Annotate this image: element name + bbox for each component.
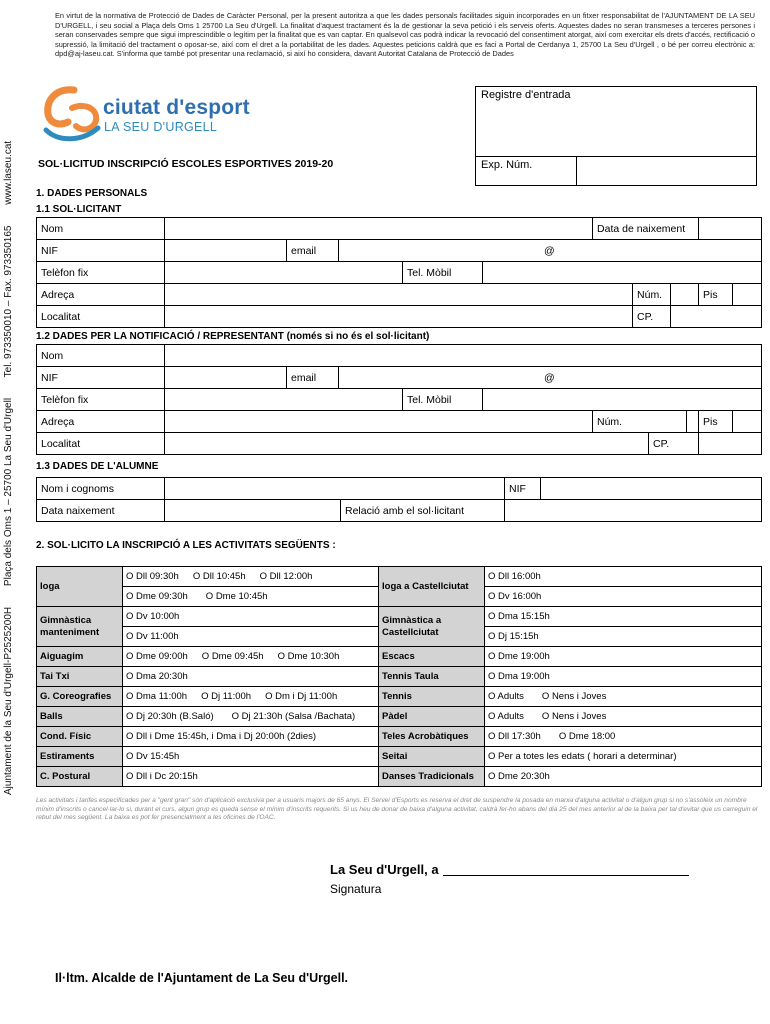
input-adreca[interactable] xyxy=(165,284,633,306)
activity-options-r xyxy=(485,767,762,787)
label-pis: Pis xyxy=(699,284,733,306)
activity-options-l xyxy=(123,747,379,767)
input-nom[interactable] xyxy=(165,218,593,240)
activity-options-l xyxy=(123,707,379,727)
exp-label: Exp. Núm. xyxy=(481,159,533,171)
section-1-2-heading: 1.2 DADES PER LA NOTIFICACIÓ / REPRESENTANT (només si no és el sol·licitant) xyxy=(36,331,430,342)
sidebar-address: Ajuntament de la Seu d'Urgell-P2525200H xyxy=(3,606,14,795)
input-rep-num[interactable] xyxy=(687,411,699,433)
activity-options-r xyxy=(485,627,762,647)
activity-options-l xyxy=(123,687,379,707)
input-rep-nom[interactable] xyxy=(165,345,762,367)
sidebar-phone: Tel. 973350010 – Fax. 973350165 xyxy=(3,225,14,378)
label-rep-cp: CP. xyxy=(649,433,699,455)
input-data-naixement[interactable] xyxy=(699,218,762,240)
input-rep-localitat[interactable] xyxy=(165,433,649,455)
activity-label-r: Gimnàstica a Castellciutat xyxy=(379,607,485,647)
input-data-naix[interactable] xyxy=(165,500,341,522)
activity-options-r xyxy=(485,567,762,587)
activity-options-l xyxy=(123,627,379,647)
label-data-naixement: Data de naixement xyxy=(593,218,699,240)
label-cp: CP. xyxy=(633,306,671,328)
section-1-1-heading: 1.1 SOL·LICITANT xyxy=(36,204,122,215)
input-localitat[interactable] xyxy=(165,306,633,328)
activity-option-checkbox[interactable]: O Dj 11:00h xyxy=(201,691,252,702)
activity-label-r: Escacs xyxy=(379,647,485,667)
sidebar-web: www.laseu.cat xyxy=(3,140,14,205)
label-rep-nif: NIF xyxy=(37,367,165,389)
activity-row xyxy=(37,567,762,587)
input-rep-cp[interactable] xyxy=(699,433,762,455)
logo-city: LA SEU D'URGELL xyxy=(104,120,218,134)
activity-row xyxy=(37,747,762,767)
activity-option-checkbox[interactable]: O Dme 10:30h xyxy=(277,651,340,662)
activity-row xyxy=(37,687,762,707)
activity-label-l: Estiraments xyxy=(37,747,123,767)
registry-divider xyxy=(475,156,757,157)
input-relacio[interactable] xyxy=(505,500,762,522)
activity-options-r xyxy=(485,587,762,607)
activity-options-r xyxy=(485,747,762,767)
activity-option-checkbox[interactable]: O Per a totes les edats ( horari a determinar) xyxy=(488,751,677,762)
activity-option-checkbox[interactable]: O Dme 09:45h xyxy=(201,651,264,662)
activity-row xyxy=(37,607,762,627)
activity-label-r: Pàdel xyxy=(379,707,485,727)
activity-row xyxy=(37,647,762,667)
activity-option-checkbox[interactable]: O Dma 19:00h xyxy=(488,671,550,682)
activity-option-checkbox[interactable]: O Dv 11:00h xyxy=(126,631,179,642)
activity-option-checkbox[interactable]: O Nens i Joves xyxy=(541,711,607,722)
activity-option-checkbox[interactable]: O Dma 11:00h xyxy=(126,691,188,702)
signature-date-line[interactable] xyxy=(443,875,689,876)
activity-options-l xyxy=(123,667,379,687)
activity-label-l: Cond. Físic xyxy=(37,727,123,747)
activity-label-r: Seitai xyxy=(379,747,485,767)
input-mobil[interactable] xyxy=(483,262,762,284)
activity-label-r: Danses Tradicionals xyxy=(379,767,485,787)
label-rep-nom: Nom xyxy=(37,345,165,367)
section-1-3-heading: 1.3 DADES DE L'ALUMNE xyxy=(36,461,159,472)
input-rep-mobil[interactable] xyxy=(483,389,762,411)
activity-option-checkbox[interactable]: O Dm i Dj 11:00h xyxy=(265,691,338,702)
section-2-heading: 2. SOL·LICITO LA INSCRIPCIÓ A LES ACTIVITATS SEGÜENTS : xyxy=(36,540,336,551)
activity-options-l xyxy=(123,647,379,667)
activity-label-l: Aiguagim xyxy=(37,647,123,667)
email-at: @ xyxy=(544,244,555,257)
label-nif: NIF xyxy=(37,240,165,262)
activity-option-checkbox[interactable]: O Dme 09:30h xyxy=(126,591,188,602)
activity-option-checkbox[interactable]: O Dme 10:45h xyxy=(205,591,268,602)
exp-divider xyxy=(576,156,577,186)
activity-options-r xyxy=(485,647,762,667)
activity-options-l xyxy=(123,767,379,787)
activity-options-l xyxy=(123,727,379,747)
registry-box xyxy=(475,86,757,186)
activity-row xyxy=(37,707,762,727)
label-num: Núm. xyxy=(633,284,671,306)
label-relacio: Relació amb el sol·licitant xyxy=(341,500,505,522)
label-nom: Nom xyxy=(37,218,165,240)
label-adreca: Adreça xyxy=(37,284,165,306)
activity-option-checkbox[interactable]: O Dv 15:45h xyxy=(126,751,180,762)
activity-label-r: Tennis Taula xyxy=(379,667,485,687)
label-data-naix: Data naixement xyxy=(37,500,165,522)
activity-options-l xyxy=(123,607,379,627)
activity-option-checkbox[interactable]: O Dv 16:00h xyxy=(488,591,542,602)
label-localitat: Localitat xyxy=(37,306,165,328)
label-rep-mobil: Tel. Mòbil xyxy=(403,389,483,411)
input-num[interactable] xyxy=(671,284,699,306)
activity-option-checkbox[interactable]: O Nens i Joves xyxy=(541,691,607,702)
label-nom-cognoms: Nom i cognoms xyxy=(37,478,165,500)
input-cp[interactable] xyxy=(671,306,762,328)
activity-row xyxy=(37,767,762,787)
privacy-notice: En virtut de la normativa de Protecció de Dades de Caràcter Personal, per la present autoritza a que les dades personals facilitades siguin incorporades en un fitxer responsabilitat de l'AJUNTAMENT DE LA SEU D'URGELL, i seu social a Plaça dels Oms 1 25700 La Seu d'Urgell. La finalitat d'aquest tractament és la de gestionar la seva petició i els serveis oferts. Aquestes dades no seran transmeses a terceres persones i seran conservades sempre que sigui imprescindible o legítim per la finalitat que es van captar. En qualsevol cas podrà indicar la revocació del consentiment atorgat, així com exercitar els drets d'accés, rectificació o supressió, la limitació del tractament o oposar-se, així com el dret a la portabilitat de les dades. Aquestes peticions caldrà que es faci a Portal de Cerdanya 1, 25700 La Seu d'Urgell , o bé per correu electrònic a: dpd@aj-laseu.cat. S'informa que també pot presentar una reclamació, si així ho considera, davant Autoritat Catalana de Protecció de Dades xyxy=(55,11,755,59)
activity-options-r xyxy=(485,667,762,687)
activity-option-checkbox[interactable]: O Adults xyxy=(488,711,524,722)
activity-label-l: Gimnàstica manteniment xyxy=(37,607,123,647)
activity-label-r: Teles Acrobàtiques xyxy=(379,727,485,747)
input-pis[interactable] xyxy=(733,284,762,306)
activities-note: Les activitats i tarifes especificades per a "gent gran" són d'aplicació exclusiva per a usuaris majors de 65 anys. El Servei d'Esports es reserva el dret de suspendre la posada en marxa d'alguna activitat o d'algun grup si no s'assoleix un nombre mínim d'inscrits o cancel·lar-lo si, durant el curs, algun grup es queda sense el mínim d'inscrits requerits. Si us heu de donar de baixa d'alguna activitat, caldrà fer-ho abans del dia 25 del mes anterior al de la baixa per tal d'evitar que us carreguin el rebut del mes següent. La baixa es pot fer presencialment a les oficines de l'OAC. xyxy=(36,797,758,821)
representative-table xyxy=(36,344,762,455)
input-rep-email[interactable] xyxy=(339,367,762,389)
activity-option-checkbox[interactable]: O Dll i Dme 15:45h, i Dma i Dj 20:00h (2dies) xyxy=(126,731,317,742)
activity-option-checkbox[interactable]: O Dme 20:30h xyxy=(488,771,550,782)
input-rep-pis[interactable] xyxy=(733,411,762,433)
activity-option-checkbox[interactable]: O Dll 10:45h xyxy=(192,571,246,582)
registry-label: Registre d'entrada xyxy=(481,89,571,101)
label-mobil: Tel. Mòbil xyxy=(403,262,483,284)
activity-options-l xyxy=(123,567,379,587)
activity-option-checkbox[interactable]: O Dma 20:30h xyxy=(126,671,188,682)
sidebar-street: Plaça dels Oms 1 – 25700 La Seu d'Urgell xyxy=(3,397,14,587)
label-rep-num: Núm. xyxy=(593,411,687,433)
signature-place-text: La Seu d'Urgell, a xyxy=(330,862,439,877)
logo-name: ciutat d'esport xyxy=(103,96,250,119)
input-rep-adreca[interactable] xyxy=(165,411,593,433)
input-email[interactable] xyxy=(339,240,762,262)
activity-options-r xyxy=(485,607,762,627)
activity-option-checkbox[interactable]: O Dme 09:00h xyxy=(126,651,188,662)
applicant-table xyxy=(36,217,762,328)
rep-email-at: @ xyxy=(544,371,555,384)
activity-option-checkbox[interactable]: O Dj 15:15h xyxy=(488,631,539,642)
activity-label-r: Ioga a Castellciutat xyxy=(379,567,485,607)
activity-label-l: Balls xyxy=(37,707,123,727)
activity-label-l: Tai Txi xyxy=(37,667,123,687)
mayor-addressee: Il·ltm. Alcalde de l'Ajuntament de La Seu d'Urgell. xyxy=(55,971,349,985)
activity-option-checkbox[interactable]: O Dll 17:30h xyxy=(488,731,541,742)
activity-option-checkbox[interactable]: O Dj 21:30h (Salsa /Bachata) xyxy=(231,711,356,722)
input-alumne-nif[interactable] xyxy=(541,478,762,500)
activity-option-checkbox[interactable]: O Dv 10:00h xyxy=(126,611,180,622)
activities-table xyxy=(36,566,762,787)
signature-place xyxy=(330,862,689,877)
label-rep-pis: Pis xyxy=(699,411,733,433)
activity-options-r xyxy=(485,727,762,747)
activity-row xyxy=(37,667,762,687)
label-rep-adreca: Adreça xyxy=(37,411,165,433)
page-title: SOL·LICITUD INSCRIPCIÓ ESCOLES ESPORTIVES 2019-20 xyxy=(38,158,334,170)
activity-option-checkbox[interactable]: O Dma 15:15h xyxy=(488,611,550,622)
activity-label-l: Ioga xyxy=(37,567,123,607)
input-rep-telefon[interactable] xyxy=(165,389,403,411)
input-rep-nif[interactable] xyxy=(165,367,287,389)
activity-option-checkbox[interactable]: O Dll 09:30h xyxy=(126,571,179,582)
label-rep-email: email xyxy=(287,367,339,389)
activity-option-checkbox[interactable]: O Dll 16:00h xyxy=(488,571,541,582)
student-table xyxy=(36,477,762,522)
activity-options-l xyxy=(123,587,379,607)
label-alumne-nif: NIF xyxy=(505,478,541,500)
activity-row xyxy=(37,727,762,747)
label-telefon: Telèfon fix xyxy=(37,262,165,284)
section-1-heading: 1. DADES PERSONALS xyxy=(36,188,148,199)
input-nif[interactable] xyxy=(165,240,287,262)
activity-label-r: Tennis xyxy=(379,687,485,707)
activity-label-l: C. Postural xyxy=(37,767,123,787)
label-rep-localitat: Localitat xyxy=(37,433,165,455)
activity-option-checkbox[interactable]: O Adults xyxy=(488,691,524,702)
label-rep-telefon: Telèfon fix xyxy=(37,389,165,411)
input-telefon[interactable] xyxy=(165,262,403,284)
input-nom-cognoms[interactable] xyxy=(165,478,505,500)
activity-options-r xyxy=(485,707,762,727)
sidebar-contact xyxy=(3,0,14,795)
signature-label: Signatura xyxy=(330,882,382,896)
activity-option-checkbox[interactable]: O Dme 18:00 xyxy=(558,731,616,742)
activity-option-checkbox[interactable]: O Dme 19:00h xyxy=(488,651,550,662)
activity-option-checkbox[interactable]: O Dj 20:30h (B.Saló) xyxy=(126,711,214,722)
activity-options-r xyxy=(485,687,762,707)
activity-option-checkbox[interactable]: O Dll i Dc 20:15h xyxy=(126,771,198,782)
activity-option-checkbox[interactable]: O Dll 12:00h xyxy=(259,571,313,582)
label-email: email xyxy=(287,240,339,262)
activity-label-l: G. Coreografies xyxy=(37,687,123,707)
